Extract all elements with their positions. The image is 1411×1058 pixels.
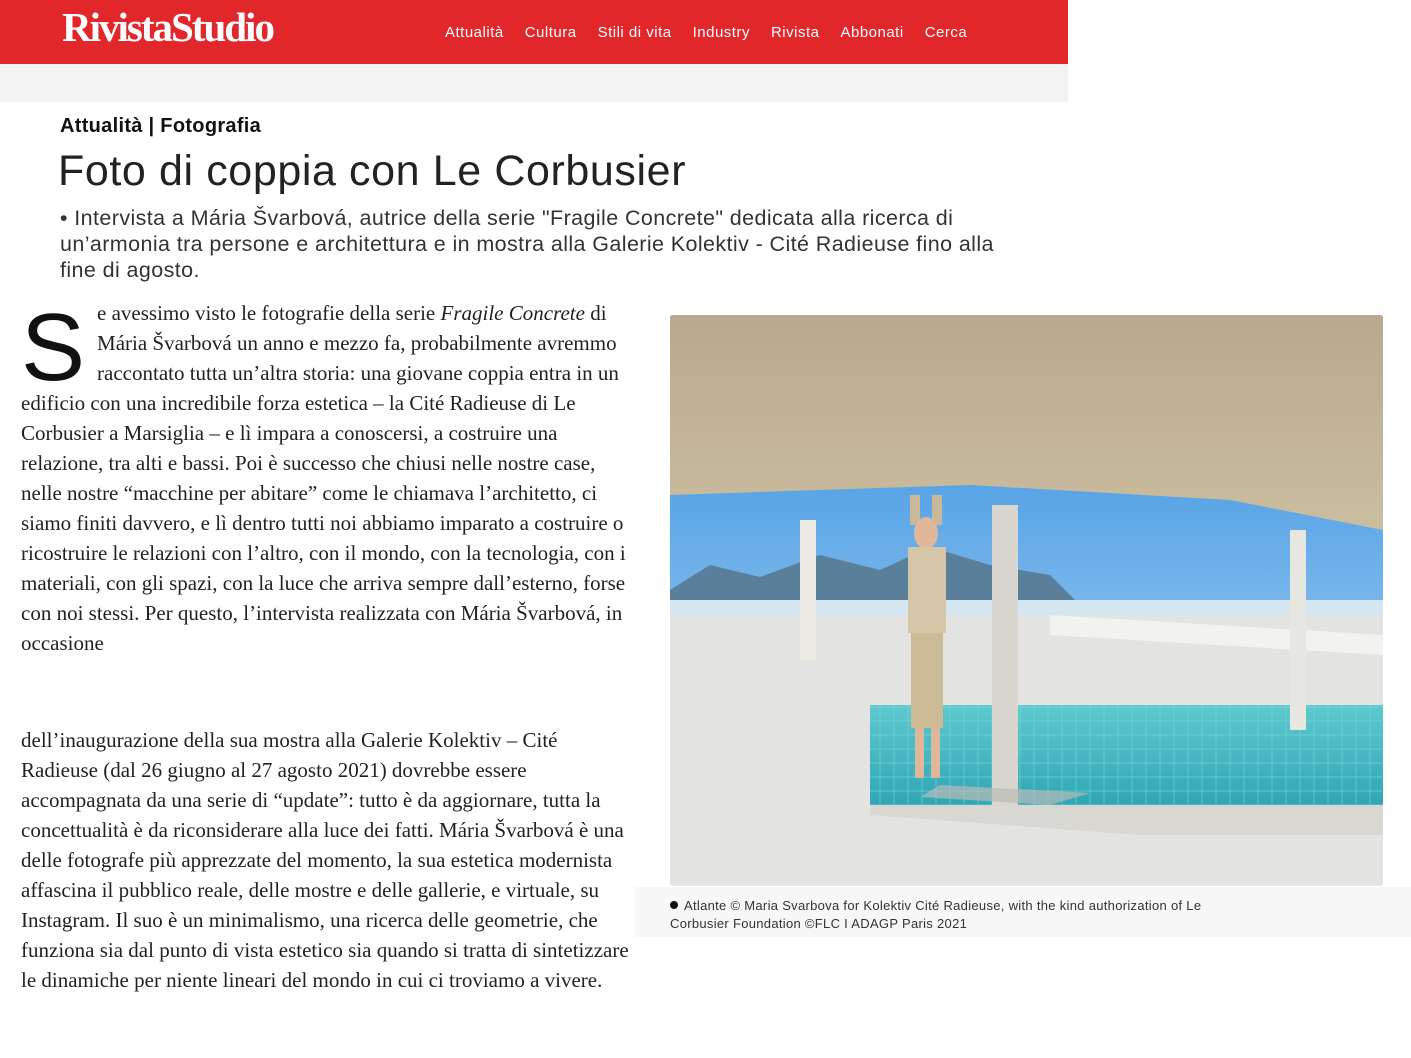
nav-item-stili-di-vita[interactable]: Stili di vita [597, 24, 672, 41]
article-subtitle: • Intervista a Mária Švarbová, autrice della serie "Fragile Concrete" dedicata alla ricerca di un’armonia tra persone e architettura e in mostra alla Galerie Kolektiv - Cité Radieuse fino alla fine di agosto. [60, 206, 994, 282]
site-logo[interactable]: RivistaStudio [62, 4, 273, 50]
bullet-icon [670, 901, 678, 909]
photo-illustration [670, 315, 1383, 886]
article-category[interactable]: Attualità | Fotografia [60, 115, 262, 137]
article-paragraph [21, 294, 636, 718]
drop-cap: S [21, 294, 86, 401]
caption-text: Atlante © Maria Svarbova for Kolektiv Cité Radieuse, with the kind authorization of Le Corbusier Foundation ©FLC I ADAGP Paris 2021 [670, 898, 1202, 931]
photo-caption [670, 897, 1260, 933]
nav-item-cerca[interactable]: Cerca [924, 24, 968, 41]
header-subbar [0, 64, 1068, 102]
nav-item-cultura[interactable]: Cultura [524, 24, 577, 41]
article-title: Foto di coppia con Le Corbusier [58, 147, 687, 195]
site-header [0, 0, 1068, 64]
nav-item-abbonati[interactable]: Abbonati [840, 24, 904, 41]
nav-item-industry[interactable]: Industry [692, 24, 750, 41]
series-title: Fragile Concrete [440, 301, 585, 325]
article-paragraph: dell’inaugurazione della sua mostra alla Galerie Kolektiv – Cité Radieuse (dal 26 giugno al 27 agosto 2021) dovrebbe essere accompagnata da una serie di “update”: tutto è da aggiornare, tutta la concettualità è da riconsiderare alla luce dei fatti. Mária Švarbová è una delle fotografe più apprezzate del momento, la sua estetica modernista affascina il pubblico reale, delle mostre e delle gallerie, e virtuale, su Instagram. Il suo è un minimalismo, una ricerca delle geometrie, che funziona sia dal punto di vista estetico sia quando si tratta di sintetizzare le dinamiche per niente lineari del mondo in cui ci troviamo a vivere. [21, 728, 629, 992]
paragraph-text: e avessimo visto le fotografie della serie [97, 301, 441, 325]
nav-item-attualita[interactable]: Attualità [445, 24, 504, 41]
main-nav [445, 24, 988, 41]
paragraph-text: di Mária Švarbová un anno e mezzo fa, probabilmente avremmo raccontato tutta un’altra storia: una giovane coppia entra in un edificio con una incredibile forza estetica – la Cité Radieuse di Le Corbusier a Marsiglia – e lì impara a conoscersi, a costruire una relazione, tra alti e bassi. Poi è successo che chiusi nelle nostre case, nelle nostre “macchine per abitare” come le chiamava l’architetto, ci siamo finiti davvero, e lì dentro tutti noi abbiamo imparato a costruire o ricostruire le relazioni con l’altro, con il mondo, con la tecnologia, con i materiali, con gli spazi, con la luce che arriva sempre dall’esterno, forse con noi stessi. Per questo, l’intervista realizzata con Mária Švarbová, in occasione [21, 301, 626, 655]
article-photo [670, 315, 1383, 886]
article-body [21, 294, 636, 995]
nav-item-rivista[interactable]: Rivista [770, 24, 820, 41]
